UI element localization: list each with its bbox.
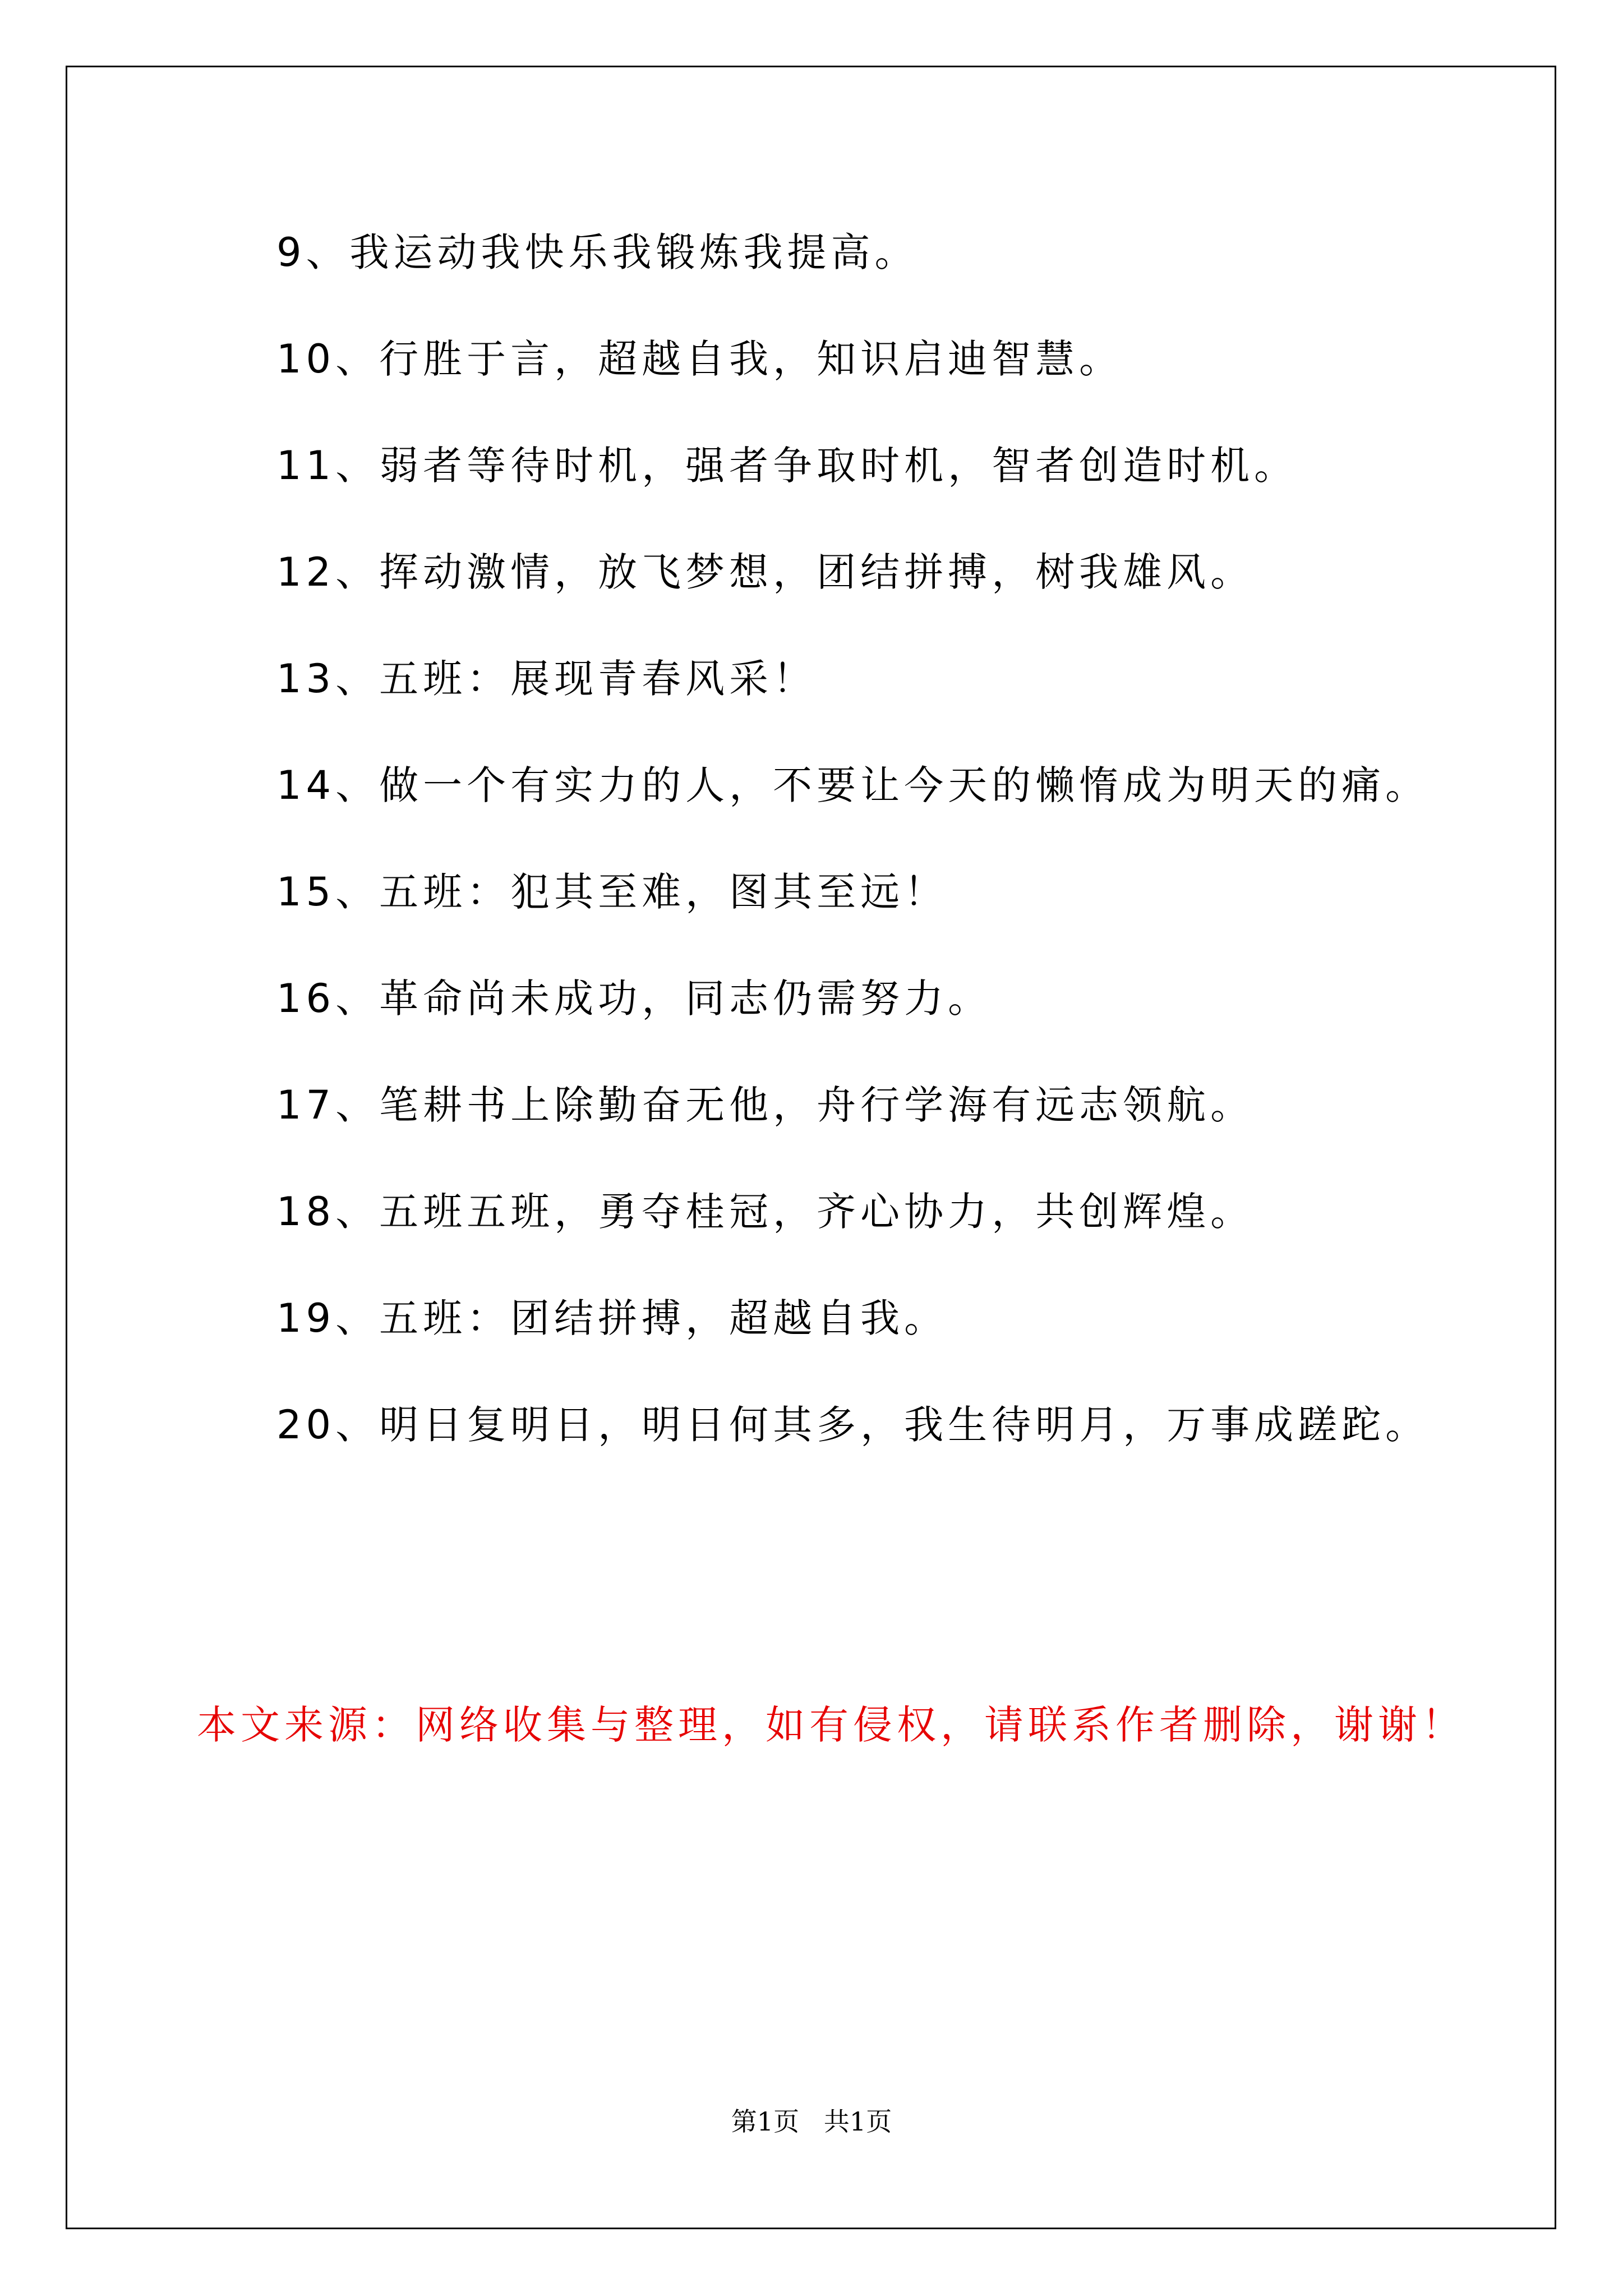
- slogan-line-16: 16、革命尚未成功，同志仍需努力。: [276, 976, 992, 1022]
- slogan-line-11: 11、弱者等待时机，强者争取时机，智者创造时机。: [276, 443, 1298, 489]
- source-notice: 本文来源：网络收集与整理，如有侵权，请联系作者删除，谢谢！: [197, 1702, 1465, 1748]
- slogan-line-13: 13、五班：展现青春风采！: [276, 656, 817, 702]
- slogan-line-17: 17、笔耕书上除勤奋无他，舟行学海有远志领航。: [276, 1082, 1255, 1128]
- slogan-line-20: 20、明日复明日，明日何其多，我生待明月，万事成蹉跎。: [276, 1402, 1430, 1448]
- slogan-line-18: 18、五班五班，勇夺桂冠，齐心协力，共创辉煌。: [276, 1189, 1255, 1235]
- slogan-line-15: 15、五班：犯其至难，图其至远！: [276, 869, 948, 915]
- page-footer: 第1页 共1页: [731, 2106, 892, 2137]
- slogan-line-19: 19、五班：团结拼搏，超越自我。: [276, 1295, 948, 1341]
- slogan-line-10: 10、行胜于言，超越自我，知识启迪智慧。: [276, 336, 1123, 382]
- slogan-line-9: 9、我运动我快乐我锻炼我提高。: [276, 229, 919, 275]
- page-border: [66, 66, 1556, 2229]
- slogan-line-14: 14、做一个有实力的人，不要让今天的懒惰成为明天的痛。: [276, 762, 1430, 808]
- slogan-line-12: 12、挥动激情，放飞梦想，团结拼搏，树我雄风。: [276, 549, 1255, 595]
